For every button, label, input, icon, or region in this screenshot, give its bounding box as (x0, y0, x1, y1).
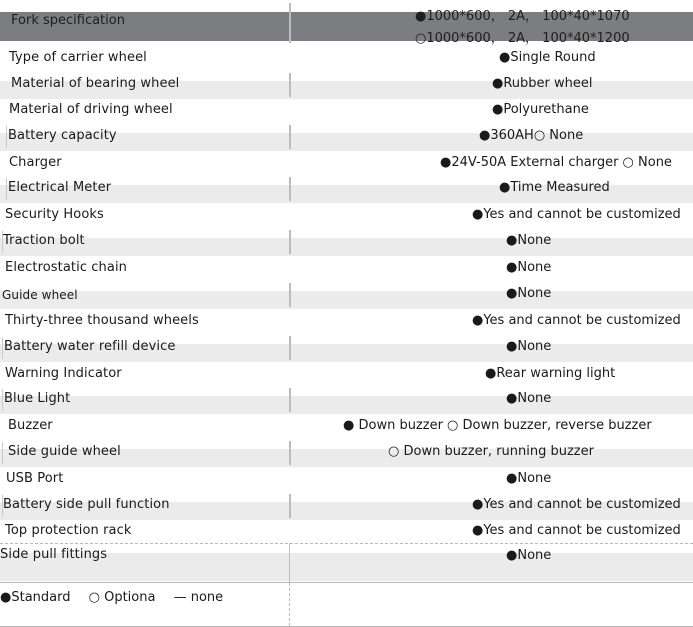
table-row (0, 203, 693, 229)
table-row (0, 335, 693, 361)
column-divider (289, 336, 291, 360)
row-value: ●None (506, 548, 552, 563)
table-row (0, 98, 693, 124)
column-divider (289, 283, 291, 307)
legend-optional: ○ Optiona (88, 590, 156, 605)
table-row (0, 493, 693, 519)
row-left-border (6, 178, 7, 200)
header-option-standard: ●1000*600， 2A， 100*40*1070 (415, 9, 630, 24)
legend-standard: ●Standard (0, 590, 71, 605)
row-value: ●Rubber wheel (492, 76, 593, 91)
row-value: ●Rear warning light (485, 366, 616, 381)
row-separator (0, 582, 693, 583)
header-option-optional: ○1000*600， 2A， 100*40*1200 (415, 31, 630, 46)
row-label: Blue Light (4, 391, 71, 406)
column-divider (289, 73, 291, 97)
table-row (0, 309, 693, 335)
column-divider (289, 494, 291, 518)
row-label: Charger (9, 155, 62, 170)
column-divider (289, 177, 291, 201)
table-row (0, 414, 693, 440)
row-label: Side pull fittings (0, 547, 108, 562)
table-row (0, 440, 693, 466)
column-divider-dashed (289, 583, 290, 626)
row-value: ●Yes and cannot be customized (472, 497, 681, 512)
table-row (0, 545, 693, 581)
table-row (0, 519, 693, 545)
row-shade (0, 291, 693, 309)
row-value: ●None (506, 339, 552, 354)
table-row (0, 46, 693, 72)
legend (0, 590, 237, 605)
row-value: ●None (506, 260, 552, 275)
row-value: ●Polyurethane (492, 102, 589, 117)
header-label: Fork specification (11, 13, 125, 28)
row-value: ●Yes and cannot be customized (472, 313, 681, 328)
row-value: ●Time Measured (499, 180, 610, 195)
row-left-border (2, 337, 3, 359)
row-label: Battery water refill device (4, 339, 176, 354)
table-row (0, 151, 693, 177)
row-label: Battery side pull function (3, 497, 170, 512)
row-value: ○ Down buzzer, running buzzer (388, 444, 594, 459)
row-value: ● Down buzzer ○ Down buzzer, reverse buzzer (343, 418, 652, 433)
row-value: ●None (506, 391, 552, 406)
row-value: ●None (506, 233, 552, 248)
row-value: ●None (506, 471, 552, 486)
table-row (0, 72, 693, 98)
row-value: ●Yes and cannot be customized (472, 523, 681, 538)
row-label: Buzzer (8, 418, 53, 433)
row-left-border (6, 126, 7, 148)
row-label: Material of driving wheel (9, 102, 173, 117)
column-divider (289, 441, 291, 465)
table-row (0, 256, 693, 282)
table-row (0, 229, 693, 255)
row-separator-dashed (0, 543, 693, 544)
row-value: ●24V-50A External charger ○ None (440, 155, 672, 170)
row-label: Thirty-three thousand wheels (5, 313, 199, 328)
table-row (0, 124, 693, 150)
row-value: ●360AH○ None (479, 128, 584, 143)
row-label: Side guide wheel (8, 444, 121, 459)
table-row (0, 362, 693, 388)
row-label: Material of bearing wheel (11, 76, 180, 91)
row-shade (0, 396, 693, 414)
row-label: Security Hooks (5, 207, 104, 222)
row-value: ●Single Round (499, 50, 596, 65)
row-label: Electrostatic chain (5, 260, 128, 275)
row-label: Top protection rack (5, 523, 132, 538)
row-label: Electrical Meter (8, 180, 112, 195)
row-label: Guide wheel (2, 288, 78, 302)
legend-none: — none (173, 590, 224, 605)
column-divider (289, 388, 291, 412)
row-label: Warning Indicator (5, 366, 122, 381)
row-value: ●Yes and cannot be customized (472, 207, 681, 222)
row-shade (0, 238, 693, 256)
table-row (0, 282, 693, 308)
row-label: Traction bolt (3, 233, 85, 248)
row-left-border (2, 442, 3, 464)
column-divider (289, 3, 291, 43)
table-row (0, 176, 693, 202)
table-row (0, 467, 693, 493)
table-row (0, 387, 693, 413)
row-label: Type of carrier wheel (9, 50, 147, 65)
column-divider (289, 125, 291, 149)
row-label: Battery capacity (8, 128, 117, 143)
column-divider (289, 230, 291, 254)
row-left-border (2, 389, 3, 411)
row-value: ●None (506, 286, 552, 301)
row-label: USB Port (6, 471, 64, 486)
